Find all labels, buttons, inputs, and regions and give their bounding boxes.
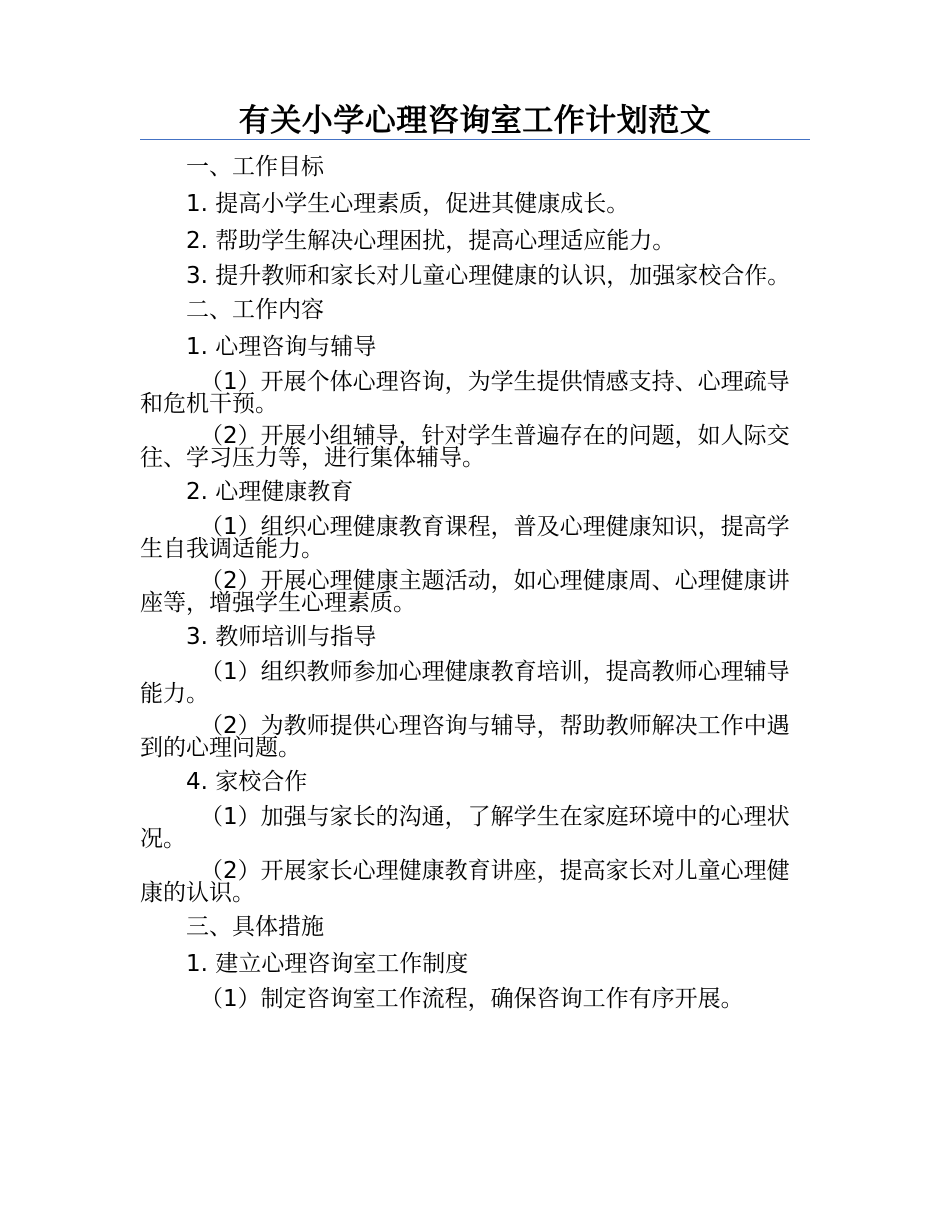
content-item-2-2: （2）开展心理健康主题活动，如心理健康周、心理健康讲座等，增强学生心理素质。 [140, 568, 790, 616]
section-heading-goals: 一、工作目标 [186, 154, 324, 180]
content-heading-3: 3. 教师培训与指导 [186, 624, 377, 650]
section-heading-content: 二、工作内容 [186, 297, 324, 323]
goal-item-3: 3. 提升教师和家长对儿童心理健康的认识，加强家校合作。 [186, 263, 791, 289]
content-item-3-1: （1）组织教师参加心理健康教育培训，提高教师心理辅导能力。 [140, 659, 790, 707]
content-heading-2: 2. 心理健康教育 [186, 479, 354, 505]
measures-item-1-1: （1）制定咨询室工作流程，确保咨询工作有序开展。 [200, 986, 744, 1012]
content-heading-4: 4. 家校合作 [186, 769, 308, 795]
document-body [140, 154, 802, 1020]
content-item-2-1: （1）组织心理健康教育课程，普及心理健康知识，提高学生自我调适能力。 [140, 514, 790, 562]
section-heading-measures: 三、具体措施 [186, 914, 324, 940]
goal-item-2: 2. 帮助学生解决心理困扰，提高心理适应能力。 [186, 228, 676, 254]
title-underline [140, 139, 810, 140]
goal-item-1: 1. 提高小学生心理素质，促进其健康成长。 [186, 191, 630, 217]
content-item-4-1: （1）加强与家长的沟通，了解学生在家庭环境中的心理状况。 [140, 804, 790, 852]
content-item-3-2: （2）为教师提供心理咨询与辅导，帮助教师解决工作中遇到的心理问题。 [140, 713, 790, 761]
content-item-1-2: （2）开展小组辅导，针对学生普遍存在的问题，如人际交往、学习压力等，进行集体辅导。 [140, 423, 790, 471]
content-heading-1: 1. 心理咨询与辅导 [186, 334, 377, 360]
content-item-4-2: （2）开展家长心理健康教育讲座，提高家长对儿童心理健康的认识。 [140, 858, 790, 906]
measures-heading-1: 1. 建立心理咨询室工作制度 [186, 951, 469, 977]
content-item-1-1: （1）开展个体心理咨询，为学生提供情感支持、心理疏导和危机干预。 [140, 369, 790, 417]
document-title: 有关小学心理咨询室工作计划范文 [238, 103, 712, 139]
